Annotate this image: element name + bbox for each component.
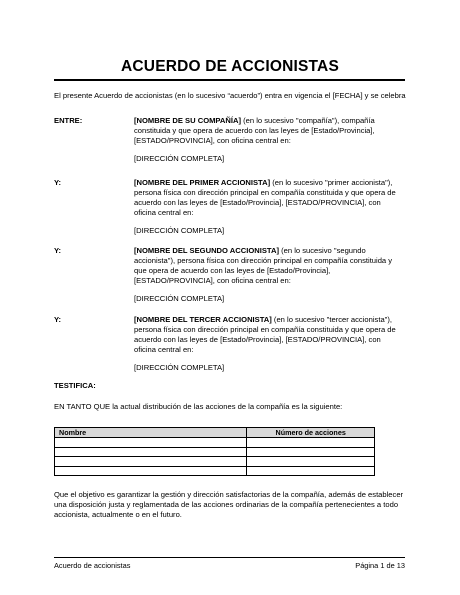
table-cell — [55, 457, 247, 467]
table-row — [55, 447, 375, 457]
table-cell — [247, 457, 375, 467]
intro-paragraph: El presente Acuerdo de accionistas (en lo sucesivo “acuerdo”) entra en vigencia el [FECHA] y se celebra — [54, 91, 406, 100]
party-block-first-shareholder — [134, 178, 404, 244]
party-label-company: ENTRE: — [54, 116, 83, 125]
table-cell — [247, 438, 375, 448]
party-label-third: Y: — [54, 315, 62, 324]
party-name: [NOMBRE DEL TERCER ACCIONISTA] — [134, 315, 272, 324]
column-header-name: Nombre — [55, 428, 247, 438]
table-cell — [55, 447, 247, 457]
party-name: [NOMBRE DEL PRIMER ACCIONISTA] — [134, 178, 271, 187]
party-address: [DIRECCIÓN COMPLETA] — [134, 154, 225, 163]
party-address: [DIRECCIÓN COMPLETA] — [134, 226, 225, 235]
closing-paragraph: Que el objetivo es garantizar la gestión y dirección satisfactorias de la compañía, además de establecer una disposición justa y reglamentada de las acciones ordinarias de la compañía pertenecientes a todo accionista, actualmente o en el futuro. — [54, 490, 404, 519]
title-rule — [54, 79, 405, 81]
party-name: [NOMBRE DE SU COMPAÑÍA] — [134, 116, 242, 125]
testifica-heading: TESTIFICA: — [54, 381, 96, 390]
table-cell — [247, 466, 375, 476]
party-address: [DIRECCIÓN COMPLETA] — [134, 294, 225, 303]
table-cell — [247, 447, 375, 457]
footer-rule — [54, 557, 405, 558]
party-name: [NOMBRE DEL SEGUNDO ACCIONISTA] — [134, 246, 279, 255]
column-header-shares: Número de acciones — [247, 428, 375, 438]
table-cell — [55, 438, 247, 448]
party-address: [DIRECCIÓN COMPLETA] — [134, 363, 225, 372]
party-description: (en lo sucesivo "tercer accionista"), persona física con dirección principal en compañía constituida y que opera de acuerdo con las leyes de [Estado/Provincia], [ESTADO/PROVINCIA], con oficina central en: — [134, 315, 396, 354]
table-row — [55, 466, 375, 476]
table-row — [55, 438, 375, 448]
party-description: (en lo sucesivo "segundo accionista"), persona física con dirección principal en compañía constituida y que opera de acuerdo con las leyes de [Estado/Provincia], [ESTADO/PROVINCIA], con oficina central en: — [134, 246, 393, 285]
shares-table — [54, 427, 375, 476]
party-block-third-shareholder — [134, 315, 404, 381]
party-description: (en lo sucesivo "primer accionista"), persona física con dirección principal en compañía constituida y que opera de acuerdo con las leyes de [Estado/Provincia], [ESTADO/PROVINCIA], con oficina central en: — [134, 178, 396, 217]
share-distribution-intro: EN TANTO QUE la actual distribución de las acciones de la compañía es la siguiente: — [54, 402, 343, 411]
party-block-company — [134, 116, 404, 172]
table-row — [55, 457, 375, 467]
footer-document-name: Acuerdo de accionistas — [54, 561, 131, 570]
party-block-second-shareholder — [134, 246, 404, 312]
document-title: ACUERDO DE ACCIONISTAS — [121, 58, 339, 75]
table-cell — [55, 466, 247, 476]
party-description: (en lo sucesivo "compañía"), compañía constituida y que opera de acuerdo con las leyes de [Estado/Provincia], [ESTADO/PROVINCIA], con oficina central en: — [134, 116, 375, 145]
party-label-first: Y: — [54, 178, 62, 187]
party-label-second: Y: — [54, 246, 62, 255]
footer-page-number: Página 1 de 13 — [355, 561, 405, 570]
table-header-row — [55, 428, 375, 438]
